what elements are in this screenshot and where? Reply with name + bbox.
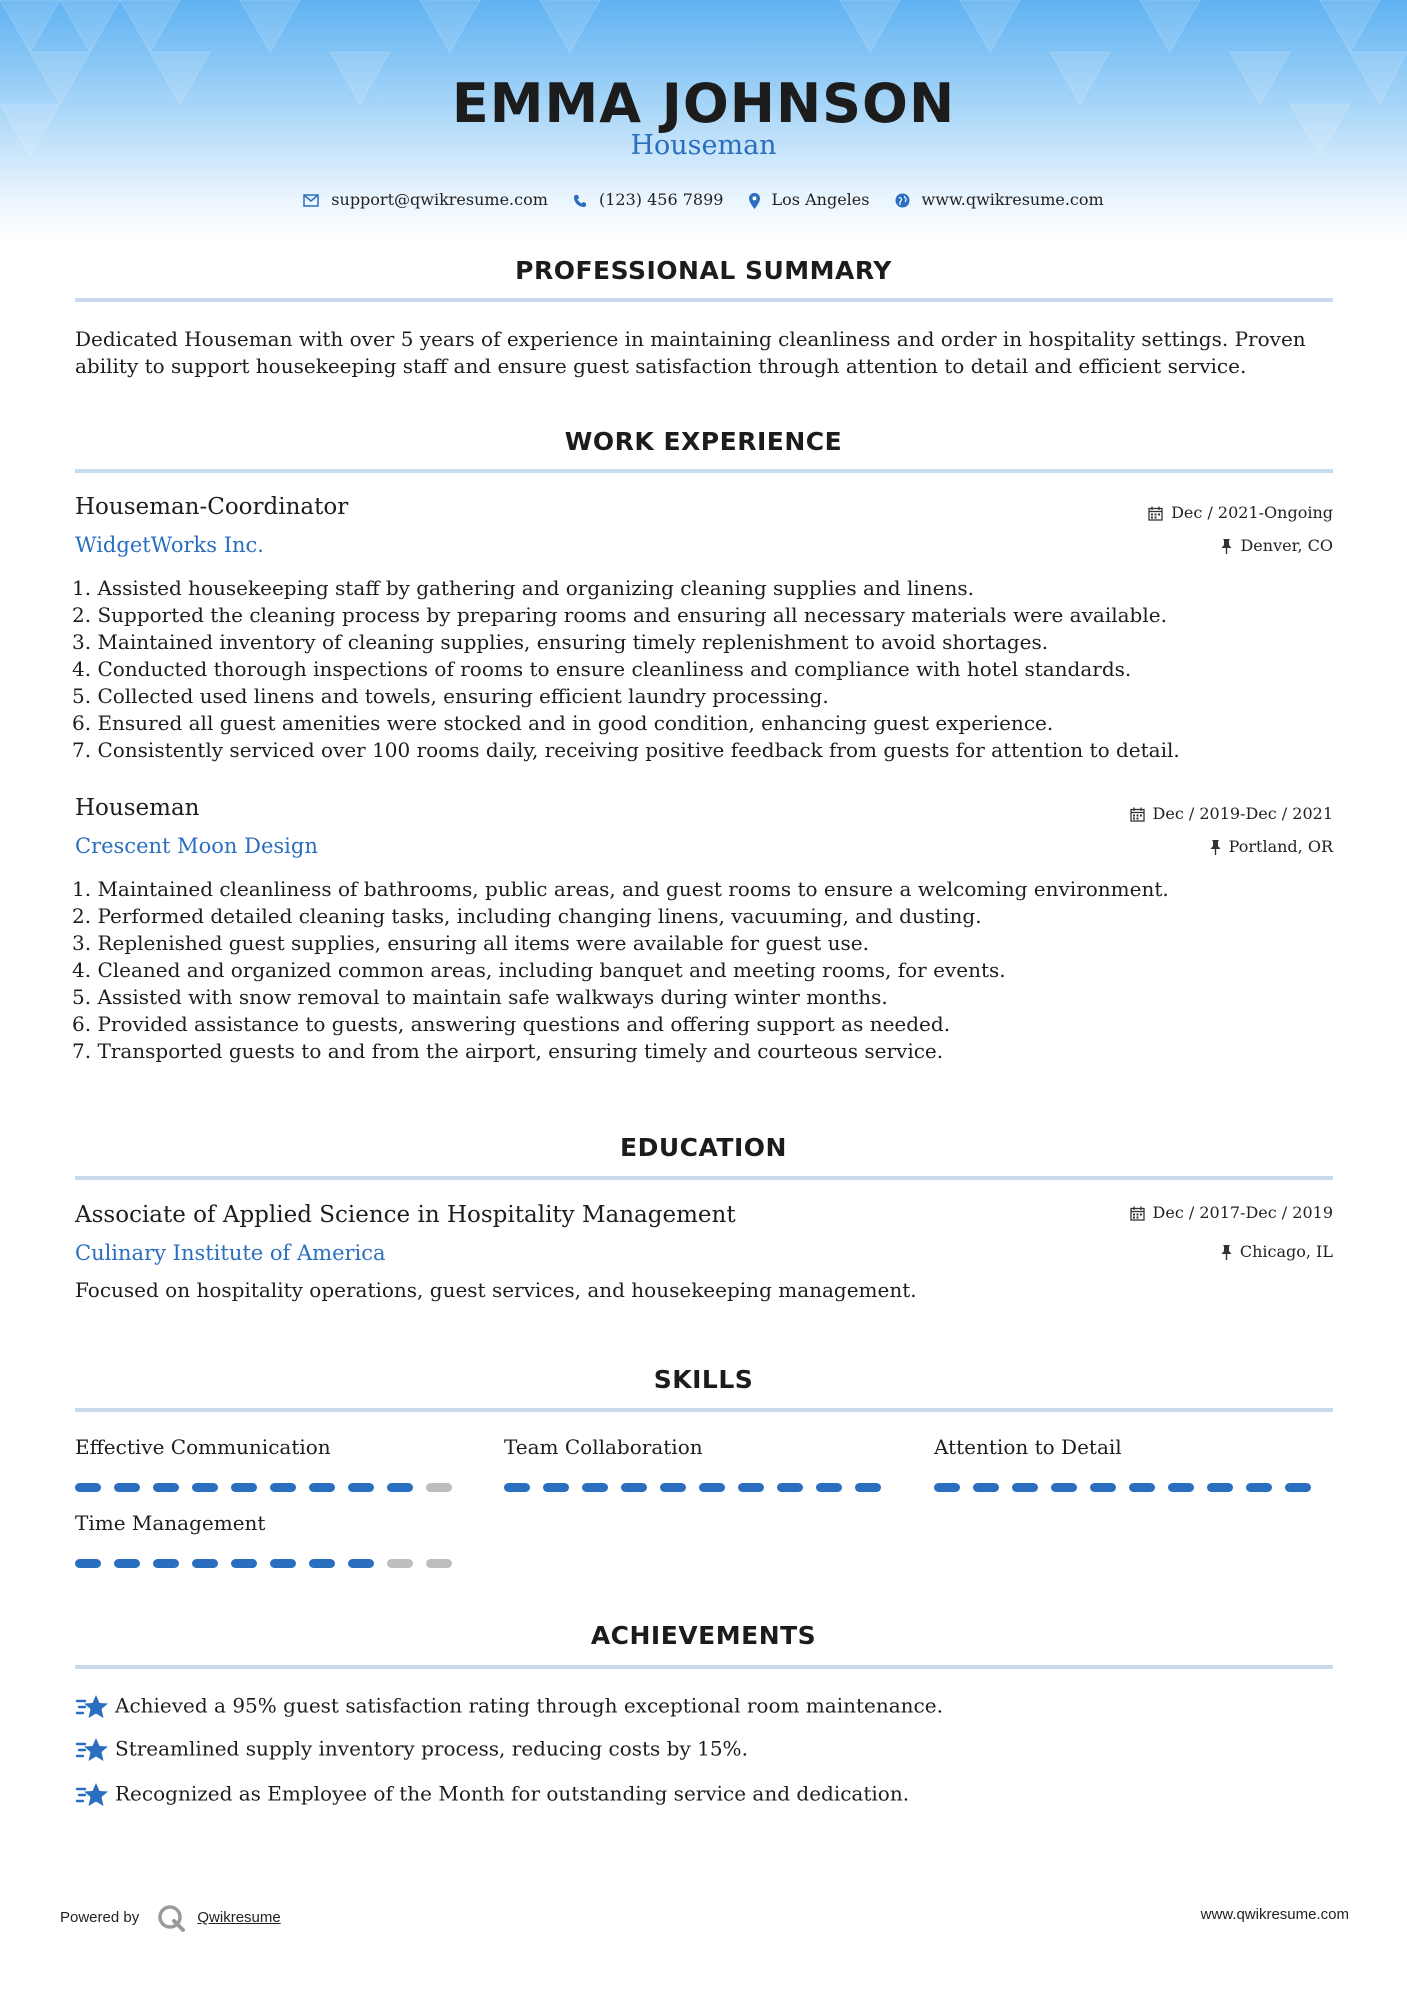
- skill-segment-filled: [1207, 1483, 1233, 1492]
- skill-segment-filled: [348, 1483, 374, 1492]
- education-description: Focused on hospitality operations, guest services, and housekeeping management.: [75, 1278, 917, 1302]
- candidate-role: Houseman: [630, 130, 777, 161]
- section-title-experience: WORK EXPERIENCE: [564, 427, 843, 456]
- skill-segment-filled: [504, 1483, 530, 1492]
- section-divider: [75, 469, 1333, 473]
- summary-text: Dedicated Houseman with over 5 years of experience in maintaining cleanliness and order in hospitality settings. Proven ability to support housekeeping staff and ensure guest satisfaction through attention to detail and efficient service.: [75, 327, 1306, 378]
- job-dates-text: Dec / 2019-Dec / 2021: [1152, 804, 1333, 823]
- achievement-text: Achieved a 95% guest satisfaction rating through exceptional room maintenance.: [115, 1693, 943, 1718]
- list-item: 2. Performed detailed cleaning tasks, including changing linens, vacuuming, and dusting.: [72, 904, 982, 928]
- achievement-text: Streamlined supply inventory process, reducing costs by 15%.: [115, 1736, 748, 1761]
- section-title-education: EDUCATION: [620, 1133, 787, 1162]
- skill-segment-empty: [426, 1559, 452, 1568]
- skill-segment-filled: [1285, 1483, 1311, 1492]
- list-item: 4. Conducted thorough inspections of rooms to ensure cleanliness and compliance with hotel standards.: [72, 657, 1132, 681]
- skill-segment-filled: [231, 1559, 257, 1568]
- contact-location: [749, 190, 870, 209]
- qwikresume-link[interactable]: Qwikresume: [197, 1908, 281, 1926]
- company-name: Crescent Moon Design: [75, 834, 318, 858]
- skill-segment-filled: [934, 1483, 960, 1492]
- skill-segment-filled: [75, 1559, 101, 1568]
- skill-segment-filled: [816, 1483, 842, 1492]
- skill-segment-filled: [973, 1483, 999, 1492]
- job-location-text: Denver, CO: [1240, 536, 1333, 555]
- education-location: [1221, 1242, 1333, 1261]
- calendar-icon: [1148, 506, 1163, 521]
- skill-level-bar: [934, 1483, 1311, 1492]
- star-icon: [75, 1781, 109, 1809]
- powered-by-label: Powered by: [60, 1908, 140, 1926]
- skill-segment-filled: [348, 1559, 374, 1568]
- degree-title: Associate of Applied Science in Hospitality Management: [75, 1202, 736, 1228]
- achievement-text: Recognized as Employee of the Month for outstanding service and dedication.: [115, 1781, 910, 1806]
- job-dates: [1148, 503, 1333, 522]
- star-icon: [75, 1736, 109, 1764]
- job-title: Houseman: [75, 795, 200, 821]
- achievement-item: [75, 1693, 943, 1721]
- skill-segment-filled: [309, 1483, 335, 1492]
- skill-segment-filled: [114, 1483, 140, 1492]
- list-item: 1. Assisted housekeeping staff by gathering and organizing cleaning supplies and linens.: [72, 576, 974, 600]
- skill-segment-filled: [75, 1483, 101, 1492]
- contact-website[interactable]: [895, 190, 1104, 209]
- contact-website-text: www.qwikresume.com: [921, 190, 1104, 209]
- list-item: 6. Ensured all guest amenities were stocked and in good condition, enhancing guest experience.: [72, 711, 1054, 735]
- pushpin-icon: [1221, 1245, 1232, 1260]
- skill-segment-filled: [270, 1559, 296, 1568]
- section-title-summary: PROFESSIONAL SUMMARY: [515, 256, 892, 285]
- skill-segment-filled: [738, 1483, 764, 1492]
- skill-segment-filled: [582, 1483, 608, 1492]
- skill-segment-filled: [309, 1559, 335, 1568]
- pushpin-icon: [1221, 539, 1232, 554]
- footer-website[interactable]: www.qwikresume.com: [1200, 1906, 1349, 1923]
- list-item: 7. Consistently serviced over 100 rooms daily, receiving positive feedback from guests for attention to detail.: [72, 738, 1180, 762]
- skill-segment-filled: [153, 1483, 179, 1492]
- star-icon: [75, 1693, 109, 1721]
- list-item: 2. Supported the cleaning process by preparing rooms and ensuring all necessary materials were available.: [72, 603, 1167, 627]
- contact-email[interactable]: [303, 190, 548, 209]
- section-title-achievements: ACHIEVEMENTS: [590, 1621, 817, 1650]
- skill-segment-filled: [153, 1559, 179, 1568]
- skill-segment-filled: [621, 1483, 647, 1492]
- skill-segment-empty: [387, 1559, 413, 1568]
- calendar-icon: [1130, 807, 1145, 822]
- section-title-skills: SKILLS: [653, 1365, 754, 1394]
- skill-segment-filled: [543, 1483, 569, 1492]
- list-item: 7. Transported guests to and from the airport, ensuring timely and courteous service.: [72, 1039, 944, 1063]
- list-item: 3. Replenished guest supplies, ensuring all items were available for guest use.: [72, 931, 869, 955]
- skill-level-bar: [75, 1483, 452, 1492]
- job-location: [1210, 837, 1333, 856]
- skill-segment-filled: [1051, 1483, 1077, 1492]
- contact-phone[interactable]: [573, 190, 723, 209]
- achievement-item: [75, 1781, 909, 1809]
- skill-segment-filled: [1246, 1483, 1272, 1492]
- job-responsibilities: [72, 876, 1169, 1065]
- qwikresume-logo-icon: [157, 1904, 185, 1932]
- skill-segment-filled: [1012, 1483, 1038, 1492]
- calendar-icon: [1130, 1206, 1145, 1221]
- globe-icon: [895, 193, 910, 208]
- skill-segment-filled: [192, 1559, 218, 1568]
- education-dates: [1130, 1203, 1333, 1222]
- envelope-icon: [303, 194, 319, 207]
- contact-bar: [0, 189, 1407, 209]
- skill-segment-filled: [1168, 1483, 1194, 1492]
- skill-segment-filled: [270, 1483, 296, 1492]
- pushpin-icon: [1210, 840, 1221, 855]
- achievement-item: [75, 1736, 748, 1764]
- section-divider: [75, 1176, 1333, 1180]
- education-location-text: Chicago, IL: [1239, 1242, 1333, 1261]
- list-item: 4. Cleaned and organized common areas, including banquet and meeting rooms, for events.: [72, 958, 1006, 982]
- job-title: Houseman-Coordinator: [75, 494, 349, 520]
- list-item: 5. Assisted with snow removal to maintain safe walkways during winter months.: [72, 985, 888, 1009]
- skill-segment-filled: [699, 1483, 725, 1492]
- skill-segment-filled: [114, 1559, 140, 1568]
- skill-segment-filled: [387, 1483, 413, 1492]
- skill-level-bar: [75, 1559, 452, 1568]
- skill-name: Time Management: [75, 1511, 266, 1535]
- skill-level-bar: [504, 1483, 881, 1492]
- skill-segment-filled: [1129, 1483, 1155, 1492]
- list-item: 3. Maintained inventory of cleaning supplies, ensuring timely replenishment to avoid shortages.: [72, 630, 1049, 654]
- skill-name: Attention to Detail: [934, 1435, 1122, 1459]
- section-divider: [75, 298, 1333, 302]
- school-name: Culinary Institute of America: [75, 1241, 386, 1265]
- job-dates-text: Dec / 2021-Ongoing: [1171, 503, 1333, 522]
- skill-segment-filled: [1090, 1483, 1116, 1492]
- job-dates: [1130, 804, 1333, 823]
- list-item: 6. Provided assistance to guests, answering questions and offering support as needed.: [72, 1012, 951, 1036]
- contact-email-text: support@qwikresume.com: [331, 190, 548, 209]
- skill-segment-empty: [426, 1483, 452, 1492]
- phone-icon: [573, 194, 587, 208]
- candidate-name: EMMA JOHNSON: [451, 72, 956, 135]
- list-item: 5. Collected used linens and towels, ensuring efficient laundry processing.: [72, 684, 829, 708]
- job-location-text: Portland, OR: [1228, 837, 1333, 856]
- job-location: [1221, 536, 1333, 555]
- job-responsibilities: [72, 575, 1180, 764]
- skill-name: Team Collaboration: [504, 1435, 703, 1459]
- skill-segment-filled: [660, 1483, 686, 1492]
- skill-segment-filled: [192, 1483, 218, 1492]
- list-item: 1. Maintained cleanliness of bathrooms, public areas, and guest rooms to ensure a welcoming environment.: [72, 877, 1169, 901]
- contact-phone-text: (123) 456 7899: [598, 190, 724, 209]
- skill-segment-filled: [231, 1483, 257, 1492]
- section-divider: [75, 1408, 1333, 1412]
- skill-segment-filled: [777, 1483, 803, 1492]
- section-divider: [75, 1665, 1333, 1669]
- company-name: WidgetWorks Inc.: [75, 533, 264, 557]
- skill-name: Effective Communication: [75, 1435, 331, 1459]
- education-dates-text: Dec / 2017-Dec / 2019: [1152, 1203, 1333, 1222]
- footer-powered-by: [60, 1904, 281, 1932]
- map-pin-icon: [749, 193, 760, 209]
- contact-location-text: Los Angeles: [771, 190, 870, 209]
- skill-segment-filled: [855, 1483, 881, 1492]
